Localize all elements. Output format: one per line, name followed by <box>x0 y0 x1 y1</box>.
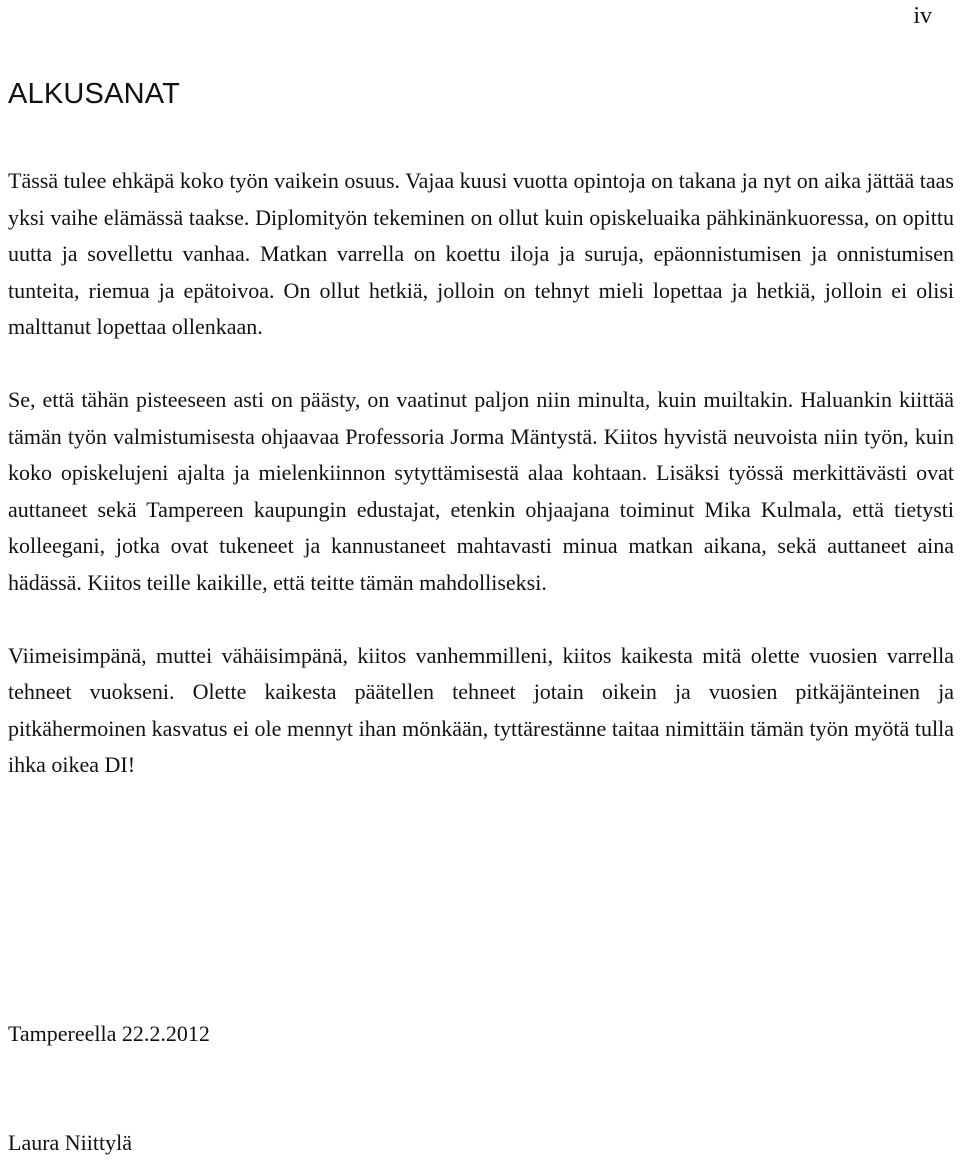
section-heading: ALKUSANAT <box>8 78 181 110</box>
author-signature: Laura Niittylä <box>8 1130 133 1155</box>
place-date: Tampereella 22.2.2012 <box>8 1021 210 1046</box>
paragraph-thanks: Se, että tähän pisteeseen asti on päästy, on vaatinut paljon niin minulta, kuin muiltakin. Haluankin kiittää tämän työn valmistumisesta ohjaavaa Professoria Jorma Mäntystä. Kiitos hyvistä neuvoista niin työn, kuin koko opiskelujeni ajalta ja mielenkiinnon sytyttämisestä alaa kohtaan. Lisäksi työssä merkittävästi ovat auttaneet sekä Tampereen kaupungin edustajat, etenkin ohjaajana toiminut Mika Kulmala, että tietysti kolleegani, jotka ovat tukeneet ja kannustaneet mahtavasti minua matkan aikana, sekä auttaneet aina hädässä. Kiitos teille kaikille, että teitte tämän mahdolliseksi. <box>8 387 954 595</box>
paragraph-parents: Viimeisimpänä, muttei vähäisimpänä, kiitos vanhemmilleni, kiitos kaikesta mitä olette vuosien varrella tehneet vuokseni. Olette kaikesta päätellen tehneet jotain oikein ja vuosien pitkäjänteinen ja pitkähermoinen kasvatus ei ole mennyt ihan mönkään, tyttärestänne taitaa nimittäin tämän työn myötä tulla ihka oikea DI! <box>8 642 954 777</box>
preface-body <box>8 163 954 820</box>
paragraph-intro: Tässä tulee ehkäpä koko työn vaikein osuus. Vajaa kuusi vuotta opintoja on takana ja nyt on aika jättää taas yksi vaihe elämässä taakse. Diplomityön tekeminen on ollut kuin opiskeluaika pähkinänkuoressa, on opittu uutta ja sovellettu vanhaa. Matkan varrella on koettu iloja ja suruja, epäonnistumisen ja onnistumisen tunteita, riemua ja epätoivoa. On ollut hetkiä, jolloin on tehnyt mieli lopettaa ja hetkiä, jolloin ei olisi malttanut lopettaa ollenkaan. <box>8 168 954 339</box>
page-number: iv <box>913 3 932 29</box>
